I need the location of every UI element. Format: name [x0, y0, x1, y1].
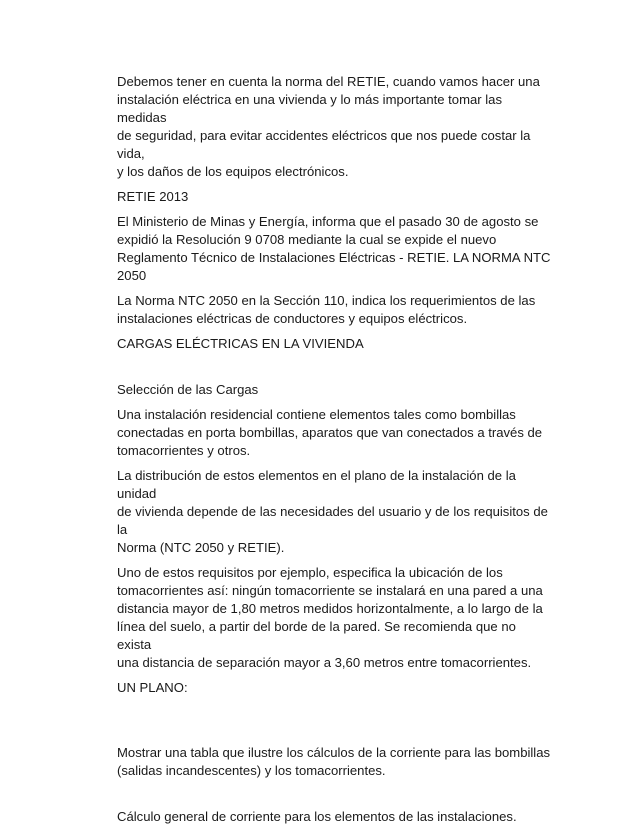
current-calculation-heading: Cálculo general de corriente para los elementos de las instalaciones.: [117, 809, 517, 824]
document-page: [117, 73, 553, 826]
ministry-paragraph: El Ministerio de Minas y Energía, informa que el pasado 30 de agosto se expidió la Resolución 9 0708 mediante la cual se expide el nuevo Reglamento Técnico de Instalaciones Eléctricas - RETIE. LA NORMA NTC 2050: [117, 214, 551, 283]
intro-paragraph: Debemos tener en cuenta la norma del RETIE, cuando vamos hacer una instalación eléctrica en una vivienda y lo más importante tomar las medidas de seguridad, para evitar accidentes eléctricos que nos puede costar la vida, y los daños de los equipos electrónicos.: [117, 74, 540, 179]
ntc-paragraph: La Norma NTC 2050 en la Sección 110, indica los requerimientos de las instalaciones eléctricas de conductores y equipos eléctricos.: [117, 293, 536, 326]
plan-heading: UN PLANO:: [117, 680, 188, 695]
residential-paragraph: Una instalación residencial contiene elementos tales como bombillas conectadas en porta bombillas, aparatos que van conectados a través de tomacorrientes y otros.: [117, 407, 543, 458]
retie-heading: RETIE 2013: [117, 189, 189, 204]
distribution-paragraph: La distribución de estos elementos en el plano de la instalación de la unidad de vivienda depende de las necesidades del usuario y de los requisitos de la Norma (NTC 2050 y RETIE).: [117, 468, 548, 555]
load-selection-heading: Selección de las Cargas: [117, 382, 259, 397]
loads-heading: CARGAS ELÉCTRICAS EN LA VIVIENDA: [117, 336, 364, 351]
table-instruction-paragraph: Mostrar una tabla que ilustre los cálculos de la corriente para las bombillas (salidas incandescentes) y los tomacorrientes.: [117, 745, 551, 778]
requirements-paragraph: Uno de estos requisitos por ejemplo, especifica la ubicación de los tomacorrientes así: ningún tomacorriente se instalará en una pared a una distancia mayor de 1,80 metros medidos horizontalmente, a lo largo de la línea del suelo, a partir del borde de la pared. Se recomienda que no exista una distancia de separación mayor a 3,60 metros entre tomacorrientes.: [117, 565, 543, 670]
